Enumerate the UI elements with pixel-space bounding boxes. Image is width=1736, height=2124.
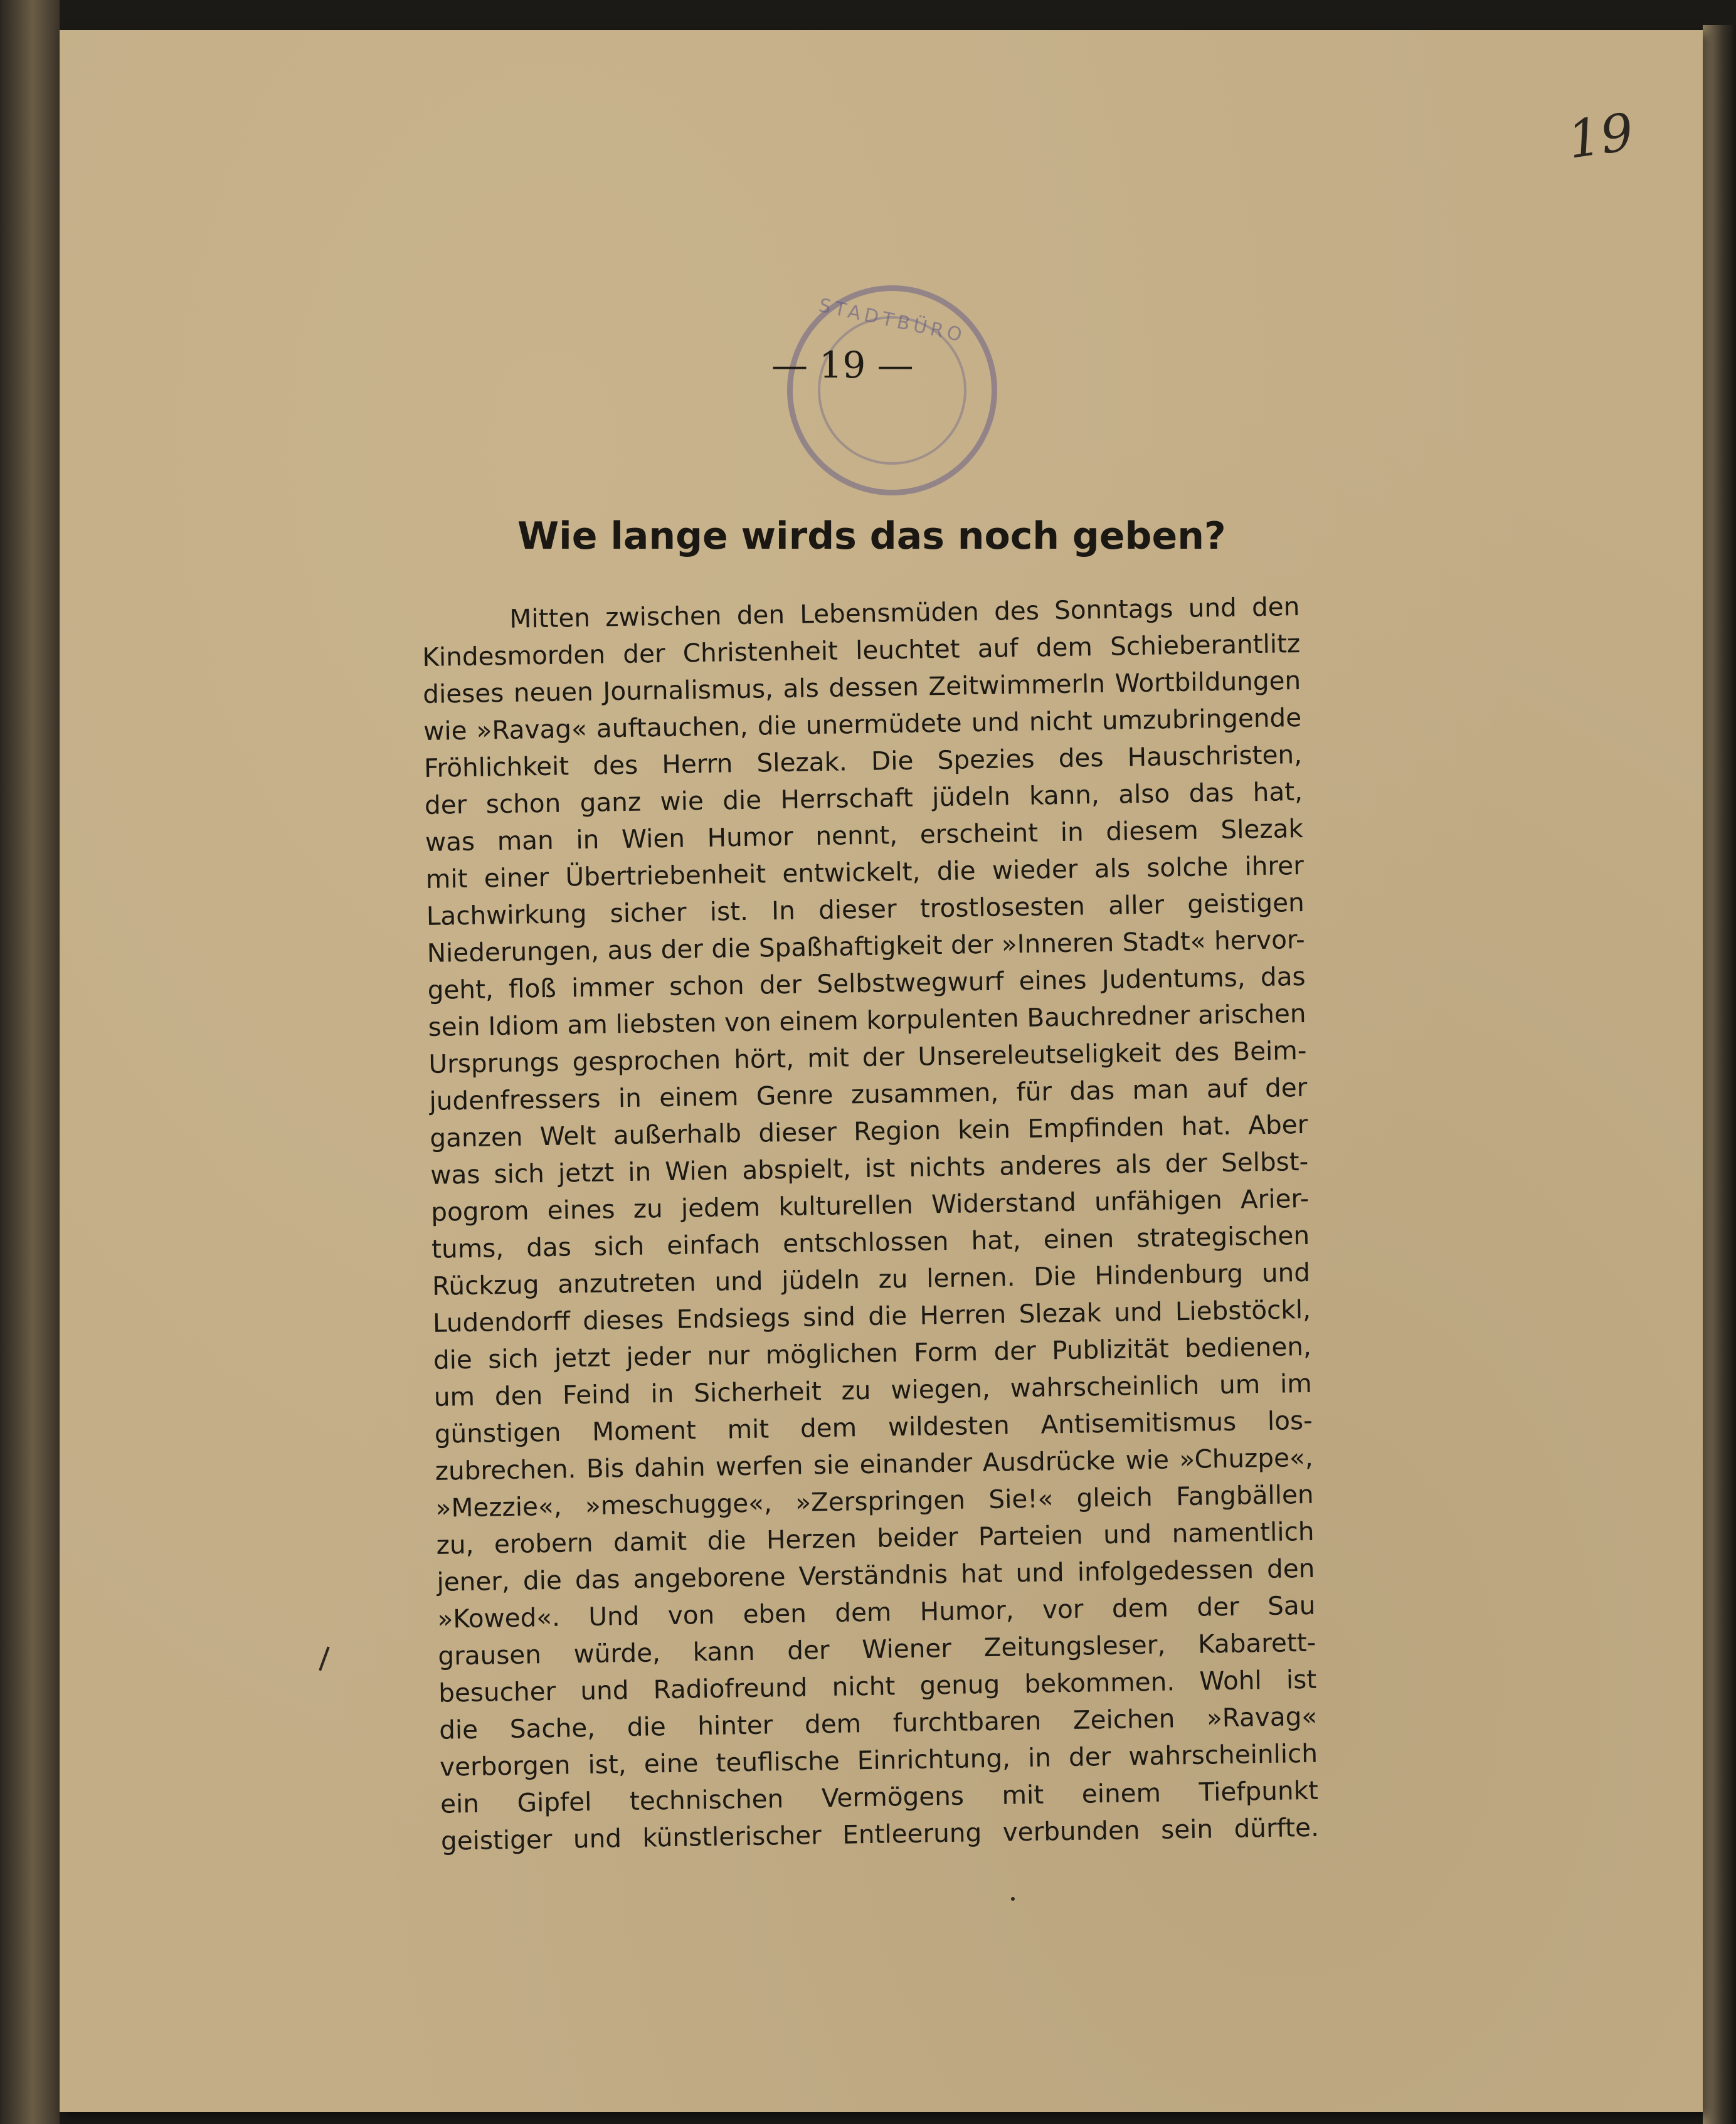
text-line: die Sache, die hinter dem furchtbaren Zeichen »Ravag« <box>438 1701 1318 1745</box>
library-stamp <box>787 285 997 495</box>
text-line: was sich jetzt in Wien abspielt, ist nichts anderes als der Selbst- <box>430 1146 1309 1190</box>
text-line: Fröhlichkeit des Herrn Slezak. Die Spezies des Hauschristen, <box>423 739 1303 783</box>
text-line: günstigen Moment mit dem wildesten Antisemitismus los- <box>434 1405 1313 1449</box>
text-line: die sich jetzt jeder nur möglichen Form der Publizität bedienen, <box>433 1331 1312 1375</box>
text-line: judenfressers in einem Genre zusammen, für das man auf der <box>429 1072 1308 1116</box>
page-number: — 19 — <box>771 344 914 386</box>
text-line: geht, floß immer schon der Selbstwegwurf eines Judentums, das <box>427 961 1306 1005</box>
text-line: wie »Ravag« auftauchen, die unermüdete und nicht umzubringende <box>423 702 1302 746</box>
page-edge <box>1703 25 1736 2124</box>
text-line: Lachwirkung sicher ist. In dieser trostlosesten aller geistigen <box>426 887 1305 931</box>
text-line: »Mezzie«, »meschugge«, »Zerspringen Sie!« gleich Fangbällen <box>435 1479 1314 1523</box>
text-line: Kindesmorden der Christenheit leuchtet auf dem Schieberantlitz <box>422 628 1301 672</box>
text-line: der schon ganz wie die Herrschaft jüdeln kann, also das hat, <box>424 776 1303 820</box>
article-body <box>421 588 1319 1860</box>
text-line: verborgen ist, eine teuflische Einrichtung, in der wahrscheinlich <box>439 1738 1318 1782</box>
text-line: mit einer Übertriebenheit entwickelt, die wieder als solche ihrer <box>425 850 1305 894</box>
text-line: pogrom eines zu jedem kulturellen Widerstand unfähigen Arier- <box>430 1183 1310 1227</box>
text-line: sein Idiom am liebsten von einem korpulenten Bauchredner arischen <box>428 998 1306 1042</box>
book-spine <box>0 0 60 2124</box>
ink-dot <box>1011 1897 1015 1901</box>
text-line: Ursprungs gesprochen hört, mit der Unsereleutseligkeit des Beim- <box>428 1035 1307 1079</box>
text-line: Ludendorff dieses Endsiegs sind die Herren Slezak und Liebstöckl, <box>432 1294 1311 1338</box>
text-line: dieses neuen Journalismus, als dessen Zeitwimmerln Wortbildungen <box>422 665 1301 709</box>
text-line: geistiger und künstlerischer Entleerung verbunden sein dürfte. <box>440 1812 1320 1856</box>
stamp-lettering: STADTBÜRO <box>817 294 968 347</box>
handwritten-folio-number: 19 <box>1564 102 1638 171</box>
text-line: Mitten zwischen den Lebensmüden des Sonntags und den <box>509 591 1300 634</box>
text-line: »Kowed«. Und von eben dem Humor, vor dem der Sau <box>437 1590 1316 1634</box>
text-line: tums, das sich einfach entschlossen hat, einen strategischen <box>431 1220 1310 1264</box>
text-line: was man in Wien Humor nennt, erscheint in diesem Slezak <box>425 813 1304 857</box>
text-line: Niederungen, aus der die Spaßhaftigkeit der »Inneren Stadt« hervor- <box>426 924 1306 968</box>
text-line: Rückzug anzutreten und jüdeln zu lernen. Die Hindenburg und <box>431 1257 1311 1301</box>
text-line: zubrechen. Bis dahin werfen sie einander Ausdrücke wie »Chuzpe«, <box>435 1442 1313 1486</box>
text-line: um den Feind in Sicherheit zu wiegen, wahrscheinlich um im <box>433 1368 1313 1412</box>
text-line: zu, erobern damit die Herzen beider Parteien und namentlich <box>436 1516 1315 1560</box>
text-line: jener, die das angeborene Verständnis hat und infolgedessen den <box>437 1553 1315 1597</box>
text-line: ganzen Welt außerhalb dieser Region kein Empfinden hat. Aber <box>430 1109 1308 1153</box>
article-title: Wie lange wirds das noch geben? <box>517 514 1226 558</box>
text-line: besucher und Radiofreund nicht genug bekommen. Wohl ist <box>438 1664 1317 1708</box>
text-line: ein Gipfel technischen Vermögens mit einem Tiefpunkt <box>440 1775 1319 1819</box>
text-line: grausen würde, kann der Wiener Zeitungsleser, Kabarett- <box>438 1627 1316 1671</box>
